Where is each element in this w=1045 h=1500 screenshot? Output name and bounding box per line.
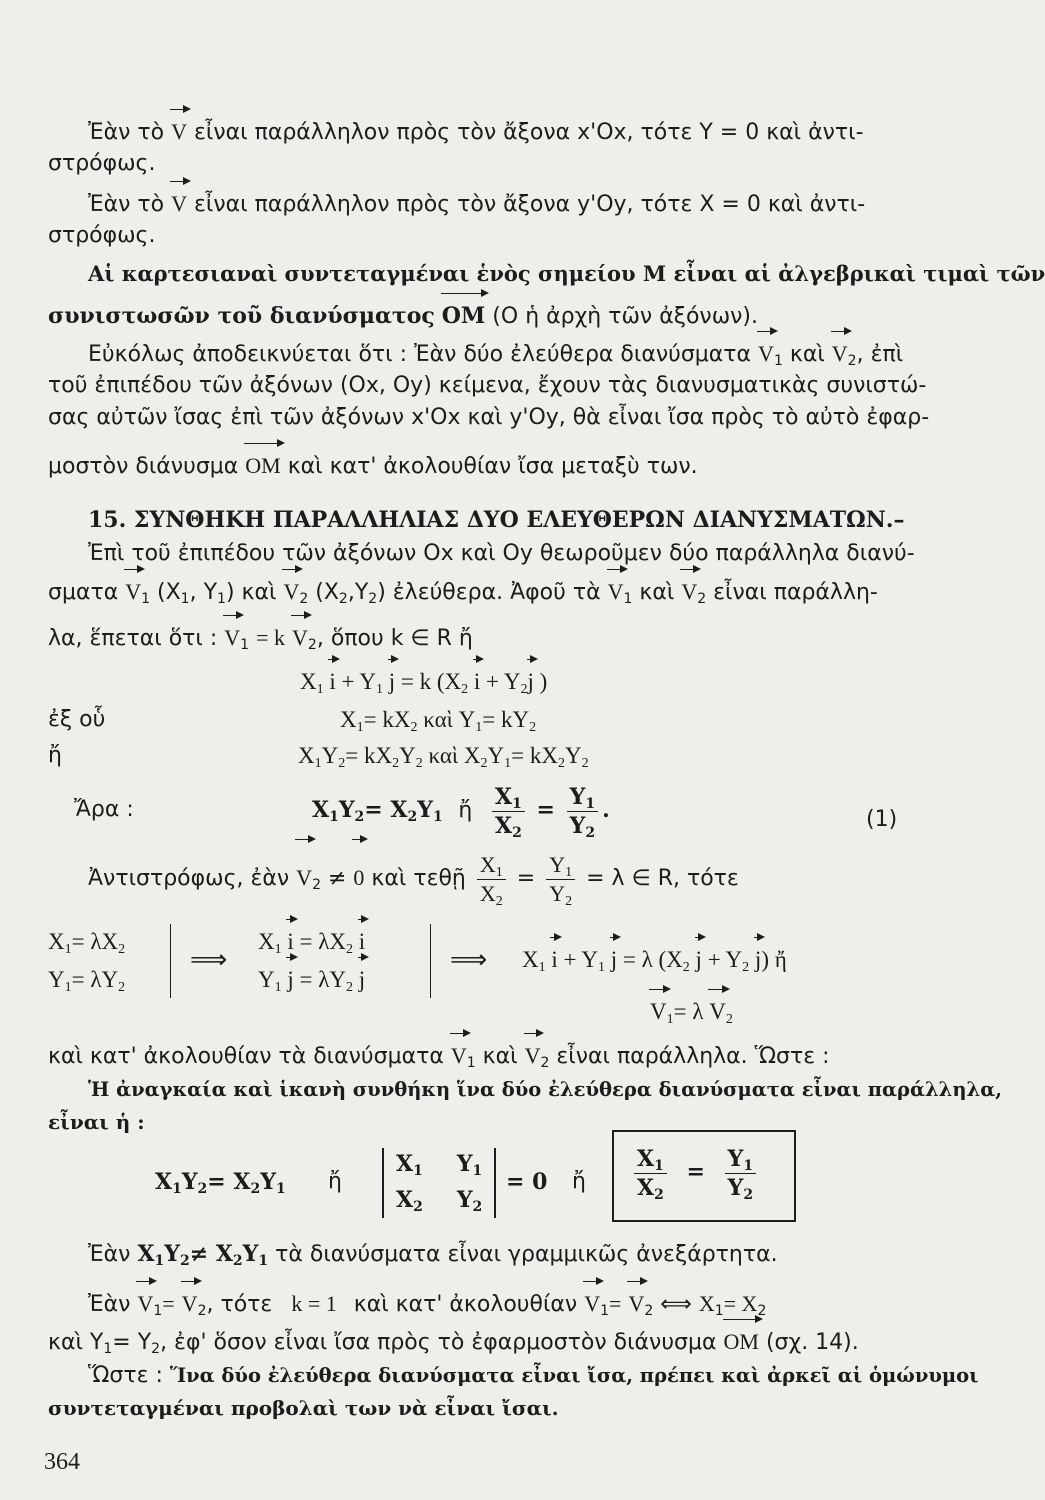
subscript: 1 (538, 960, 546, 975)
para1-line1 (88, 118, 864, 147)
text: X (396, 1187, 414, 1213)
text: X (396, 1151, 414, 1177)
text: καὶ τεθῇ (371, 866, 466, 891)
text: σματα (48, 580, 119, 605)
condition-product (155, 1168, 286, 1196)
unit-vector-j: j (527, 669, 534, 694)
vector-om: OM (245, 453, 281, 478)
unit-vector-i: i (473, 669, 481, 694)
subscript: 2 (118, 980, 126, 995)
subscript: 2 (118, 942, 126, 957)
zero-vector: 0 (353, 848, 364, 908)
text: = λ ∈ R, τότε (586, 866, 739, 891)
subscript: 1 (275, 1181, 286, 1197)
text: = (686, 1159, 705, 1185)
text: X (300, 669, 317, 694)
subscript: 1 (413, 1163, 423, 1179)
text: τὰ διανύσματα εἶναι γραμμικῶς ἀνεξάρτητα. (275, 1242, 778, 1267)
text: Y (260, 1169, 276, 1195)
subscript: 1 (153, 1303, 163, 1319)
text: = λX (299, 929, 346, 954)
subscript: 2 (581, 756, 589, 771)
unit-vector-j: j (388, 669, 396, 694)
text: = X (207, 1169, 251, 1195)
text: = λ (673, 999, 704, 1024)
subscript: 2 (495, 893, 503, 909)
subscript: 1 (666, 1012, 674, 1027)
subscript: 2 (407, 809, 418, 825)
text: καὶ Y (48, 1330, 104, 1355)
text: εἶναι παράλληλα. Ὥστε : (556, 1044, 830, 1069)
text: = λY (71, 967, 119, 992)
unit-vector-j: j (754, 947, 762, 972)
subscript: 1 (329, 809, 339, 825)
subscript: 1 (773, 353, 783, 369)
vector-v2: V (831, 341, 848, 366)
subscript: 2 (540, 1055, 550, 1071)
fraction-y1-y2 (567, 784, 598, 839)
subscript: 2 (197, 1181, 208, 1197)
text: = Y (112, 1330, 152, 1355)
label-i: ἤ (328, 1169, 342, 1194)
subscript: 1 (172, 1181, 182, 1197)
subscript: 1 (495, 864, 503, 880)
subscript: 2 (299, 591, 309, 607)
subscript: 1 (258, 1253, 269, 1269)
text: = X (723, 1291, 758, 1316)
subscript: 1 (180, 591, 190, 607)
text: Y (727, 1174, 744, 1201)
implies-arrow: ⟹ (450, 945, 488, 975)
text: k = 1 (291, 1291, 337, 1316)
subscript: 1 (598, 960, 605, 975)
system-left-1 (48, 928, 125, 956)
system-mid-2 (258, 966, 365, 994)
subscript: 2 (512, 824, 522, 841)
subscript: 1 (743, 1157, 754, 1174)
subscript: 2 (565, 893, 573, 909)
text: X (298, 743, 315, 768)
text: καὶ κατ' ἀκολουθίαν τὰ διανύσματα (48, 1044, 444, 1069)
subscript: 1 (585, 795, 596, 812)
vector-v2: V (524, 1043, 541, 1068)
text: = (516, 866, 536, 891)
fraction-y1-y2 (546, 852, 575, 907)
para1-line2: στρόφως. (48, 151, 156, 176)
text: καὶ Y (423, 707, 476, 732)
text: + Y (486, 669, 521, 694)
determinant-row1 (396, 1150, 482, 1178)
vector-v1: V (758, 341, 774, 366)
text: Y (321, 743, 339, 768)
text: + Y (341, 669, 376, 694)
determinant-bar (494, 1148, 496, 1218)
unit-vector-j: j (695, 947, 702, 972)
text: Y (456, 1151, 473, 1177)
subscript: 2 (197, 1303, 207, 1319)
label-i: ἤ (48, 743, 62, 768)
vector-v2: V (709, 999, 726, 1024)
subscript: 2 (392, 756, 400, 771)
text: (O ἡ ἀρχὴ τῶν ἀξόνων). (492, 304, 758, 329)
brace (430, 924, 431, 998)
label-ex-oy: ἐξ οὗ (48, 707, 106, 732)
determinant-row2 (396, 1186, 482, 1214)
unit-vector-i: i (329, 669, 336, 694)
subscript: 1 (623, 591, 633, 607)
subscript: 1 (64, 980, 72, 995)
determinant-bar (382, 1148, 384, 1218)
text: (σχ. 14). (765, 1330, 859, 1355)
text: ) ἐλεύθερα. Ἀφοῦ τὰ (377, 580, 601, 605)
text: καὶ (789, 342, 825, 367)
text: , Y (189, 580, 218, 605)
text: Y (417, 797, 433, 823)
text: = λ (X (622, 947, 683, 972)
subscript: 2 (742, 960, 750, 975)
vector-v1: V (224, 625, 241, 650)
subscript: 2 (307, 637, 317, 653)
subscript: 1 (654, 1157, 664, 1174)
vector-v: V (171, 119, 188, 144)
equation-2 (340, 706, 536, 734)
vector-v1: V (450, 1043, 467, 1068)
subscript: 2 (682, 960, 690, 975)
page-number: 364 (44, 1449, 80, 1475)
unit-vector-i: i (287, 929, 294, 954)
final-line1 (88, 1240, 778, 1269)
subscript: 2 (697, 591, 707, 607)
definition-bold-line1: Αἱ καρτεσιαναὶ συντεταγμέναι ἑνὸς σημείου M εἶναι αἱ ἀλγεβρικαὶ τιμαὶ τῶν (88, 261, 1045, 286)
conclusion-line1 (48, 1042, 830, 1071)
text: Y (564, 743, 582, 768)
unit-vector-j: j (610, 947, 618, 972)
subscript: 2 (346, 942, 353, 957)
brace (170, 924, 171, 998)
vector-om: OM (723, 1329, 759, 1354)
final-line5: συντεταγμέναι προβολαὶ των νὰ εἶναι ἴσαι. (48, 1396, 559, 1420)
text: = kX (345, 743, 393, 768)
final-line2 (88, 1290, 766, 1319)
text: Ἐὰν τὸ (88, 120, 165, 145)
para1-line3 (88, 190, 865, 219)
text: Y (549, 851, 566, 877)
text: ⟺ (660, 1292, 692, 1317)
boxed-fraction (630, 1142, 760, 1202)
subscript: 1 (274, 980, 282, 995)
subscript: 2 (743, 1186, 754, 1203)
text: καὶ (639, 580, 675, 605)
fraction-x1-x2 (477, 852, 506, 907)
definition-bold-line2 (48, 302, 758, 331)
subscript: 1 (504, 756, 512, 771)
text: = kX (511, 743, 558, 768)
subscript: 2 (461, 682, 469, 697)
subscript: 2 (232, 1253, 243, 1269)
text: X (258, 929, 275, 954)
text: ≠ X (189, 1241, 233, 1267)
vector-om: OM (441, 303, 486, 329)
text: Ἐὰν τὸ (88, 192, 165, 217)
subscript: 1 (64, 942, 72, 957)
unit-vector-i: i (551, 947, 558, 972)
text: X (494, 812, 513, 839)
vector-v2: V (292, 625, 308, 650)
subscript: 1 (714, 1303, 724, 1319)
text: X (637, 1174, 655, 1201)
subscript: 2 (179, 1253, 190, 1269)
implies-arrow: ⟹ (190, 945, 228, 975)
subscript: 1 (217, 591, 226, 607)
text: X (494, 783, 513, 810)
vector-v2: V (681, 579, 698, 604)
subscript: 1 (565, 864, 573, 880)
system-mid-1 (258, 928, 365, 956)
text: καὶ κατ' ἀκολουθίαν (353, 1292, 578, 1317)
equation-number: (1) (866, 807, 898, 832)
text: + Y (707, 947, 743, 972)
subscript: 2 (338, 756, 346, 771)
text: Y (181, 1169, 198, 1195)
converse-line1 (88, 848, 739, 909)
text: Y (338, 797, 355, 823)
unit-vector-j: j (287, 967, 294, 992)
text: Ἐὰν (88, 1242, 131, 1267)
equation-1 (300, 668, 547, 696)
text: εἶναι παράλληλον πρὸς τὸν ἄξονα x'Ox, τότε Y = 0 καὶ ἀντι- (194, 120, 864, 145)
text: ) καὶ (225, 580, 277, 605)
text: καὶ κατ' ἀκολουθίαν ἴσα μεταξὺ των. (287, 454, 698, 479)
text: , ἐπὶ (856, 342, 904, 367)
text: (X (157, 580, 181, 605)
unit-vector-j: j (358, 967, 366, 992)
text: Ἵνα δύο ἐλεύθερα διανύσματα εἶναι ἴσα, πρέπει καὶ ἀρκεῖ αἱ ὁμώνυμοι (169, 1364, 979, 1387)
text: = kY (482, 707, 530, 732)
text: , ὅπου k ∈ R ἤ (316, 626, 473, 651)
para1-line4: στρόφως. (48, 223, 156, 248)
vector-v1: V (125, 579, 142, 604)
text: X (637, 1145, 655, 1172)
subscript: 1 (376, 682, 383, 697)
text: = (609, 1291, 622, 1316)
para2-line4 (48, 452, 698, 481)
vector-v2: V (296, 848, 312, 908)
subscript: 1 (141, 591, 151, 607)
para2-line3: σας αὐτῶν ἴσας ἐπὶ τῶν ἀξόνων x'Ox καὶ y'Oy, θὰ εἶναι ἴσα πρὸς τὸ αὐτὸ ἐφαρ- (48, 405, 930, 430)
vector-v1: V (607, 579, 624, 604)
text: εἶναι παράλληλον πρὸς τὸν ἄξονα y'Oy, τότε X = 0 καὶ ἀντι- (194, 192, 866, 217)
text: + Y (563, 947, 598, 972)
text: X (479, 851, 496, 877)
text: = k (X (400, 669, 462, 694)
text: , τότε (206, 1292, 273, 1317)
sec15-line1: Ἐπὶ τοῦ ἐπιπέδου τῶν ἀξόνων Ox καὶ Oy θεωροῦμεν δύο παράλληλα διανύ- (88, 541, 915, 566)
text (137, 1241, 268, 1267)
text: εἶναι παράλλη- (713, 580, 878, 605)
subscript: 1 (314, 756, 322, 771)
text: ≠ (327, 866, 347, 891)
text: = (162, 1291, 175, 1316)
fraction-x1-x2 (492, 784, 525, 839)
label-i: ἤ (572, 1169, 586, 1194)
text: Y (569, 783, 586, 810)
subscript: 2 (725, 1012, 733, 1027)
text: Y (727, 1145, 744, 1172)
vector-v1: V (137, 1291, 154, 1316)
vector-v2: V (283, 579, 300, 604)
vector-v: V (171, 191, 188, 216)
text: καὶ (482, 1044, 518, 1069)
sec15-line3 (48, 624, 473, 653)
text: λα, ἕπεται ὅτι : (48, 626, 218, 651)
system-final (650, 998, 733, 1026)
section-heading: 15. ΣΥΝΘΗΚΗ ΠΑΡΑΛΛΗΛΙΑΣ ΔΥΟ ΕΛΕΥΘΕΡΩΝ ΔΙΑΝΥΣΜΑΤΩΝ.– (88, 507, 905, 533)
text: X (698, 1291, 715, 1316)
text: (X (315, 580, 339, 605)
text: = (536, 797, 555, 823)
text: Y (399, 743, 416, 768)
theorem-bold-line2: εἶναι ἡ : (48, 1110, 145, 1134)
vector-v1: V (650, 999, 667, 1024)
text: X (522, 947, 539, 972)
text: X (479, 880, 496, 906)
subscript: 2 (480, 756, 488, 771)
system-right (522, 946, 787, 974)
text: Y (242, 1241, 259, 1267)
subscript: 2 (151, 1341, 161, 1357)
subscript: 1 (154, 1253, 165, 1269)
text: ἤ (458, 798, 473, 823)
para2-line1 (88, 340, 903, 369)
text: μοστὸν διάνυσμα (48, 454, 239, 479)
subscript: 2 (529, 720, 537, 735)
subscript: 2 (368, 591, 378, 607)
vector-v1: V (584, 1291, 601, 1316)
subscript: 2 (472, 1199, 483, 1215)
text: Εὐκόλως ἀποδεικνύεται ὅτι : Ἐὰν δύο ἐλεύθερα διανύσματα (88, 342, 752, 367)
final-line3 (48, 1328, 859, 1357)
text: Y (549, 880, 566, 906)
vector-v2: V (628, 1291, 645, 1316)
sec15-line2 (48, 578, 878, 607)
text: ) ἤ (761, 947, 787, 972)
text: Ἐὰν (88, 1292, 131, 1317)
text: Y (258, 967, 275, 992)
theorem-bold-line1: Ἡ ἀναγκαία καὶ ἱκανὴ συνθήκη ἵνα δύο ἐλεύθερα διανύσματα εἶναι παράλληλα, (88, 1078, 1002, 1101)
text: Y (487, 743, 505, 768)
text: Ὥστε : (88, 1363, 163, 1388)
equation-4: $X_1Y_2= X_2Y_1$ ἤ $\frac{X_1}{X_2}$ = $\frac{Y_1}{Y_2}$ . (312, 783, 610, 841)
subscript: 2 (557, 756, 565, 771)
vector-v2: V (181, 1291, 198, 1316)
text: = k (256, 625, 286, 650)
unit-vector-i: i (358, 929, 366, 954)
subscript: 2 (354, 809, 365, 825)
text: Y (456, 1187, 473, 1213)
system-left-2 (48, 966, 125, 994)
fraction-x1-x2 (634, 1146, 667, 1201)
final-line4 (88, 1362, 979, 1390)
subscript: 1 (316, 682, 324, 697)
subscript: 2 (415, 756, 423, 771)
subscript: 1 (600, 1303, 610, 1319)
text: , ἐφ' ὅσον εἶναι ἴσα πρὸς τὸ ἐφαρμοστὸν διάνυσμα (160, 1330, 717, 1355)
subscript: 2 (520, 682, 528, 697)
subscript: 1 (356, 720, 364, 735)
subscript: 1 (103, 1341, 113, 1357)
text: καὶ X (428, 743, 481, 768)
subscript: 2 (757, 1303, 767, 1319)
subscript: 1 (512, 795, 522, 812)
text: = kX (363, 707, 411, 732)
subscript: 2 (585, 824, 596, 841)
text: X (48, 929, 65, 954)
text: Y (48, 967, 65, 992)
text: Y (569, 812, 586, 839)
subscript: 2 (250, 1181, 261, 1197)
determinant-zero: = 0 (506, 1169, 548, 1195)
para2-line2: τοῦ ἐπιπέδου τῶν ἀξόνων (Ox, Oy) κείμενα, ἔχουν τὰς διανυσματικὰς συνιστώ- (48, 373, 927, 398)
subscript: 2 (847, 353, 857, 369)
subscript: 2 (654, 1186, 664, 1203)
label-ara: Ἄρα : (74, 797, 134, 822)
text: X (340, 707, 357, 732)
text: ) (539, 669, 548, 694)
equation-3 (298, 742, 589, 770)
subscript: 1 (472, 1163, 483, 1179)
subscript: 1 (432, 809, 443, 825)
text: = λY (299, 967, 346, 992)
text: X (137, 1241, 155, 1267)
subscript: 2 (644, 1303, 654, 1319)
subscript: 2 (346, 980, 353, 995)
text: ,Y (347, 580, 369, 605)
text: συνιστωσῶν τοῦ διανύσματος (48, 303, 435, 329)
text: X (312, 797, 330, 823)
text: = X (364, 797, 408, 823)
subscript: 2 (338, 591, 348, 607)
subscript: 1 (475, 720, 483, 735)
subscript: 1 (274, 942, 282, 957)
subscript: 2 (413, 1199, 423, 1215)
fraction-y1-y2 (725, 1146, 756, 1201)
text: = λX (71, 929, 119, 954)
text: Ἀντιστρόφως, ἐὰν (88, 866, 290, 891)
text: X (155, 1169, 173, 1195)
subscript: 1 (466, 1055, 476, 1071)
subscript: 1 (240, 637, 250, 653)
text: Y (164, 1241, 180, 1267)
subscript: 2 (312, 877, 321, 893)
subscript: 2 (410, 720, 418, 735)
